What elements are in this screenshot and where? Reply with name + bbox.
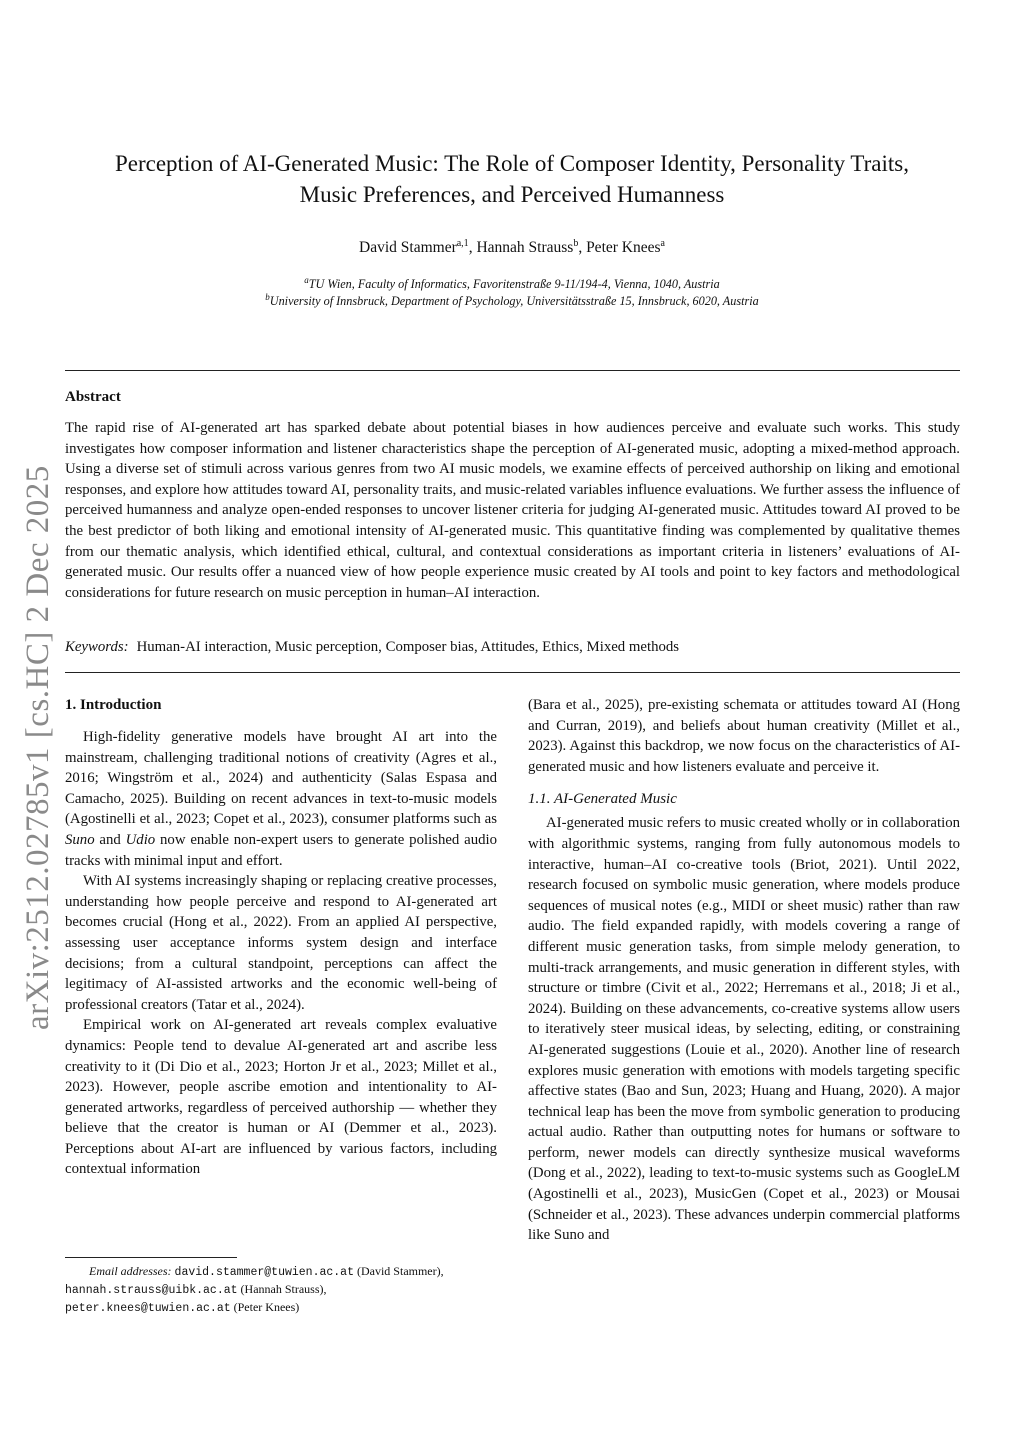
paragraph: (Bara et al., 2025), pre-existing schemata or attitudes toward AI (Hong and Curran, 2019), and beliefs about human creativity (Millet et al., 2023). Against this backdrop, we now focus on the characteristics of AI-generated music and how listeners evaluate and perceive it. (528, 697, 960, 775)
abstract-bottom-rule (65, 672, 960, 673)
email-owner: (Peter Knees) (233, 1300, 300, 1314)
platform-name: Suno (65, 831, 95, 848)
footnote-label: Email addresses: (89, 1264, 172, 1278)
email-owner: (David Stammer), (356, 1264, 444, 1278)
abstract-heading: Abstract (65, 389, 121, 405)
author-affil-mark: a (660, 238, 665, 249)
left-column (65, 695, 497, 1180)
email-address[interactable]: peter.knees@tuwien.ac.at (65, 1302, 231, 1315)
author-affil-mark: a,1 (456, 238, 469, 249)
keywords (65, 637, 960, 657)
paragraph (65, 727, 497, 871)
email-address[interactable]: hannah.strauss@uibk.ac.at (65, 1284, 238, 1297)
affiliation (60, 293, 964, 310)
email-address[interactable]: david.stammer@tuwien.ac.at (174, 1266, 354, 1279)
author-name: Hannah Strauss (476, 239, 574, 256)
text-span: now enable non-expert users to generate polished audio tracks with minimal input and effort. (65, 831, 498, 869)
author-name: Peter Knees (586, 239, 661, 256)
keywords-text: Human-AI interaction, Music perception, Composer bias, Attitudes, Ethics, Mixed methods (136, 639, 680, 655)
abstract-top-rule (65, 370, 960, 371)
subsection-heading-ai-generated-music: 1.1. AI-Generated Music (528, 791, 677, 808)
paragraph: With AI systems increasingly shaping or replacing creative processes, understanding how people perceive and respond to AI-generated art becomes crucial (Hong et al., 2022). From an applied AI perspective, assessing user acceptance informs system design and interface decisions; from a cultural standpoint, perceptions can affect the legitimacy of AI-assisted artworks and the economic well-being of professional creators (Tatar et al., 2024). (65, 873, 497, 1013)
text-span: and (94, 831, 126, 848)
paper-title (60, 148, 964, 210)
keywords-label: Keywords: (65, 639, 129, 655)
platform-name: Udio (125, 831, 156, 848)
title-line-2: Music Preferences, and Perceived Humanness (299, 182, 725, 207)
title-line-1: Perception of AI-Generated Music: The Role of Composer Identity, Personality Traits, (114, 151, 909, 176)
author-list: David Stammer$^{a,1}$, Hannah Strauss$^b$, Peter Knees$^a$ (359, 238, 665, 256)
author-name: David Stammer (359, 239, 457, 256)
footnote-rule (65, 1257, 237, 1258)
affil-mark: a (304, 275, 309, 285)
right-column (528, 695, 960, 1246)
arxiv-identifier-stamp: arXiv:2512.02785v1 [cs.HC] 2 Dec 2025 (20, 465, 56, 1030)
section-heading-introduction: 1. Introduction (65, 697, 162, 713)
abstract-text: The rapid rise of AI-generated art has sparked debate about potential biases in how audiences perceive and evaluate such works. This study investigates how composer information and listener characteristics shape the perception of AI-generated music, adopting a mixed-method approach. Using a diverse set of stimuli across various genres from two AI music models, we examine effects of perceived authorship on liking and emotional responses, and explore how attitudes toward AI, personality traits, and music-related variables influence evaluations. We further assess the influence of perceived humanness and analyze open-ended responses to uncover listener criteria for judging AI-generated music. Attitudes toward AI proved to be the best predictor of both liking and emotional intensity of AI-generated music. This quantitative finding was complemented by qualitative themes from our thematic analysis, which identified ethical, cultural, and contextual considerations as important criteria in listeners’ evaluations of AI-generated music. Our results offer a nuanced view of how people experience music created by AI tools and point to key factors and methodological considerations for future research on music perception in human–AI interaction. (65, 420, 960, 601)
affil-text: TU Wien, Faculty of Informatics, Favoritenstraße 9-11/194-4, Vienna, 1040, Austria (308, 277, 720, 291)
affil-text: University of Innsbruck, Department of Psychology, Universitätsstraße 15, Innsbruck, 6020, Austria (269, 294, 759, 308)
paragraph: Empirical work on AI-generated art reveals complex evaluative dynamics: People tend to devalue AI-generated art and ascribe less creativity to it (Di Dio et al., 2023; Horton Jr et al., 2023; Millet et al., 2023). However, people ascribe emotion and intentionality to AI-generated artworks, regardless of perceived authorship — whether they believe that the creator is human or AI (Demmer et al., 2023). Perceptions about AI-art are influenced by various factors, including contextual information (65, 1017, 497, 1178)
email-owner: (Hannah Strauss), (240, 1282, 327, 1296)
footnote-emails (65, 1263, 497, 1317)
affiliation (60, 276, 964, 293)
paragraph: AI-generated music refers to music created wholly or in collaboration with algorithmic systems, ranging from fully autonomous models to interactive, human–AI co-creative tools (Briot, 2021). Until 2022, research focused on symbolic music generation, where models produce sequences of musical notes (e.g., MIDI or sheet music) rather than raw audio. The field expanded rapidly, with models covering a range of different music generation tasks, from simple melody generation, to multi-track arrangements, and music generation in different styles, with structure or timbre (Civit et al., 2022; Herremans et al., 2018; Ji et al., 2024). Building on these advancements, co-creative systems allow users to iteratively steer musical ideas, by selecting, editing, or constraining AI-generated suggestions (Louie et al., 2020). Another line of research explores music generation with emotions with models targeting specific affective states (Bao and Sun, 2023; Huang and Huang, 2020). A major technical leap has been the move from symbolic generation to producing actual audio. Rather than outputting notes for humans or software to perform, newer models can directly synthesize musical waveforms (Dong et al., 2022), leading to text-to-music systems such as GoogleLM (Agostinelli et al., 2023), MusicGen (Copet et al., 2023) or Mousai (Schneider et al., 2023). These advances underpin commercial platforms like Suno and (528, 815, 960, 1244)
affil-mark: b (265, 292, 270, 302)
author-affil-mark: b (573, 238, 579, 249)
affiliations (60, 276, 964, 310)
text-span: High-fidelity generative models have brought AI art into the mainstream, challenging traditional notions of creativity (Agres et al., 2016; Wingström et al., 2024) and authenticity (Salas Espasa and Camacho, 2025). Building on recent advances in text-to-music models (Agostinelli et al., 2023; Copet et al., 2023), consumer platforms such as (65, 729, 497, 828)
